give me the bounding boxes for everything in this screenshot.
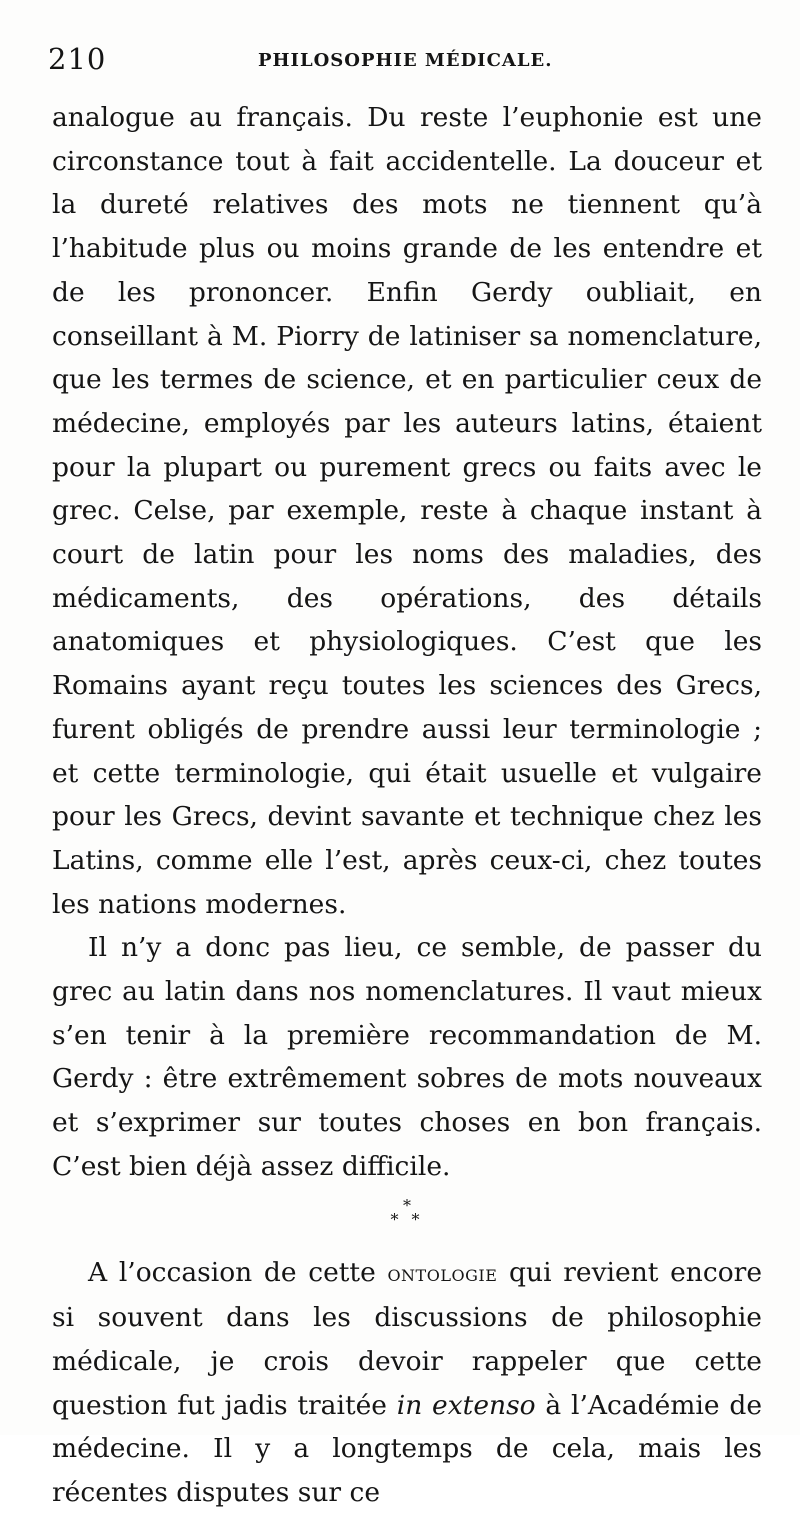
asterism-divider [52,1189,762,1251]
running-title: PHILOSOPHIE MÉDICALE. [258,50,553,71]
text-run: à l’Académie de médecine. Il y a longtemps de cela, mais les récentes disputes sur ce [52,1389,763,1509]
page-number: 210 [48,42,107,76]
body-text [52,96,762,1515]
text-run: qui revient encore si souvent dans les discussions de philosophie médicale, je crois devoir rappeler que cette question fut jadis traitée [52,1256,763,1421]
italic-term: in extenso [396,1389,536,1421]
asterism-top: * [403,1195,411,1215]
text-run: A l’occasion de cette [88,1256,388,1288]
paragraph-continued: analogue au français. Du reste l’euphonie est une circonstance tout à fait accidentelle. La douceur et la dureté relatives des mots ne tiennent qu’à l’habitude plus ou moins grande de les entendre et de les prononcer. Enfin Gerdy oubliait, en conseillant à M. Piorry de latiniser sa nomenclature, que les termes de science, et en particulier ceux de médecine, employés par les auteurs latins, étaient pour la plupart ou purement grecs ou faits avec le grec. Celse, par exemple, reste à chaque instant à court de latin pour les noms des maladies, des médicaments, des opérations, des détails anatomiques et physiologiques. C’est que les Romains ayant reçu toutes les sciences des Grecs, furent obligés de prendre aussi leur terminologie ; et cette terminologie, qui était usuelle et vulgaire pour les Grecs, devint savante et technique chez les Latins, comme elle l’est, après ceux-ci, chez toutes les nations modernes. [52,102,762,920]
small-caps-term: ontologie [387,1260,498,1287]
asterism-bottom: * * [390,1209,424,1229]
page-header [48,42,760,82]
paragraph [52,1251,762,1515]
paragraph: Il n’y a donc pas lieu, ce semble, de passer du grec au latin dans nos nomenclatures. Il vaut mieux s’en tenir à la première recommandation de M. Gerdy : être extrêmement sobres de mots nouveaux et s’exprimer sur toutes choses en bon français. C’est bien déjà assez difficile. [52,932,762,1182]
